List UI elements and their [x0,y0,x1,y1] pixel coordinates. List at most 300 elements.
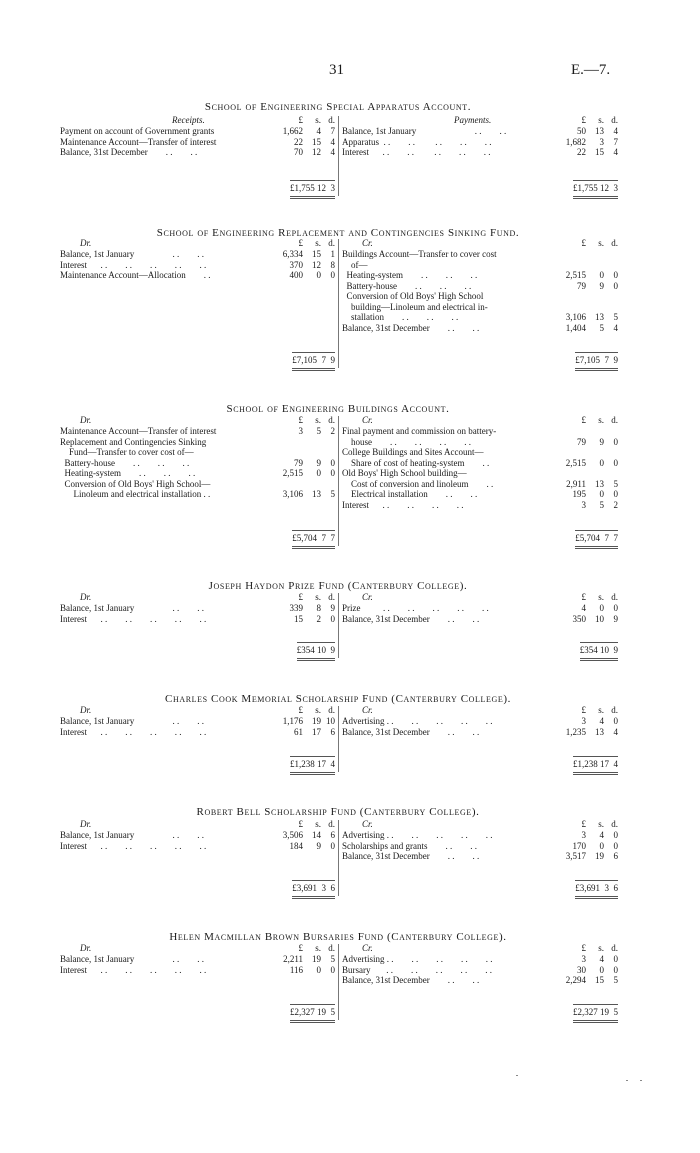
ledger-row [60,137,335,148]
pence-header: d. [611,115,618,125]
row-amount [267,147,335,158]
shillings-value: 19 [595,851,604,861]
section-title: Charles Cook Memorial Scholarship Fund (Canterbury College). [165,693,511,705]
column-header [342,819,618,830]
debit-label: Dr. [80,238,92,248]
ledger-row [342,312,618,323]
ledger-row [60,458,335,469]
row-description: Scholarships and grants . . . . [342,840,477,851]
row-amount [267,249,335,260]
row-amount [267,270,335,281]
ledger-row [60,716,335,727]
row-description: Heating-system . . . . . . [342,270,478,280]
row-amount [267,137,335,148]
shillings-value: 4 [599,830,604,840]
pence-value: 6 [330,830,335,840]
print-speck [640,1080,642,1081]
debit-label: Dr. [80,705,92,715]
pence-value: 5 [330,954,335,964]
pence-value: 8 [330,259,335,270]
pounds-value: 79 [577,436,586,447]
pounds-value: 3 [581,954,586,964]
shillings-value: 4 [316,126,321,136]
left-column [60,819,335,893]
right-total: £1,755 12 3 [573,180,618,194]
money-header [550,819,618,830]
pence-value: 6 [613,851,618,861]
pence-value: 0 [613,716,618,726]
shillings-header: s. [315,415,321,425]
shillings-value: 0 [599,603,604,613]
right-column [342,943,618,1017]
pounds-value: 170 [572,840,586,851]
shillings-value: 0 [599,270,604,280]
pounds-value: 79 [577,280,586,291]
shillings-value: 19 [312,954,321,964]
row-description: Heating-system . . . . . . [60,468,196,478]
ledger-row [60,468,335,479]
debit-label: Dr. [80,592,92,602]
ledger-row [342,716,618,727]
pence-header: d. [611,705,618,715]
shillings-value: 9 [316,840,321,851]
left-column [60,415,335,543]
pounds-value: 370 [289,259,303,270]
row-amount [550,965,618,976]
pounds-value: 400 [289,270,303,280]
shillings-value: 13 [595,726,604,737]
pounds-value: 1,662 [282,126,303,136]
column-header [60,943,335,954]
pence-value: 0 [613,840,618,851]
debit-label: Receipts. [172,115,205,125]
column-header [342,415,618,426]
row-description: Maintenance Account—Transfer of interest [60,426,217,436]
pounds-value: 79 [294,457,303,468]
credit-label: Cr. [362,819,373,829]
pence-value: 0 [613,603,618,613]
row-amount [550,426,618,437]
credit-label: Cr. [362,238,373,248]
shillings-header: s. [598,238,604,248]
pence-header: d. [328,819,335,829]
pence-value: 5 [613,975,618,985]
money-header [267,943,335,954]
column-header [342,705,618,716]
pounds-value: 2,515 [282,468,303,478]
row-description: Battery-house . . . . . . [60,457,190,468]
shillings-header: s. [598,592,604,602]
shillings-value: 9 [316,457,321,468]
row-amount [550,500,618,511]
ledger-row [342,447,618,458]
shillings-value: 15 [595,147,604,157]
pounds-value: 195 [572,489,586,499]
pounds-value: 3 [581,716,586,726]
left-column [60,115,335,193]
row-amount [267,841,335,852]
row-amount [550,437,618,448]
section-title: School of Engineering Special Apparatus Account. [204,101,472,113]
pounds-value: 184 [289,840,303,851]
row-amount [267,954,335,965]
page-number: 31 [329,62,344,78]
shillings-value: 9 [599,280,604,291]
shillings-value: 0 [316,964,321,975]
row-amount [267,260,335,271]
row-amount [550,126,618,137]
money-header [267,705,335,716]
section-title: School of Engineering Buildings Account. [226,403,450,415]
pounds-value: 3,506 [282,830,303,840]
column-header [60,705,335,716]
pounds-header: £ [298,705,303,715]
ledger-row [342,270,618,281]
shillings-value: 0 [599,457,604,468]
row-description: Apparatus . . . . . . . . . . [342,136,492,147]
row-description: Balance, 31st December . . . . [342,613,480,624]
ledger-row [342,291,618,302]
row-amount [550,851,618,862]
row-description: Balance, 31st December . . . . [342,851,480,861]
right-column [342,819,618,893]
credit-label: Cr. [362,943,373,953]
right-column [342,115,618,193]
row-amount [550,716,618,727]
pence-header: d. [611,943,618,953]
right-total: £3,691 3 6 [575,880,618,894]
row-amount [550,302,618,313]
shillings-header: s. [598,415,604,425]
column-header [60,819,335,830]
pounds-value: 3,517 [565,851,586,861]
pounds-value: 1,682 [565,136,586,147]
column-header [342,943,618,954]
pence-header: d. [611,238,618,248]
row-description: Balance, 1st January . . . . [60,954,204,964]
pence-value: 0 [613,270,618,280]
pounds-header: £ [298,415,303,425]
row-description: Balance, 1st January . . . . [60,830,204,840]
column-divider [338,944,339,1020]
ledger-row [60,147,335,158]
row-amount [550,249,618,260]
pounds-value: 2,515 [565,270,586,280]
shillings-value: 9 [599,436,604,447]
shillings-header: s. [315,115,321,125]
row-description: Interest . . . . . . . . . . [60,259,207,270]
row-amount [550,447,618,458]
row-description: building—Linoleum and electrical in- [342,301,488,312]
row-description: Share of cost of heating-system . . [342,457,490,468]
shillings-value: 10 [595,613,604,624]
ledger-row [60,614,335,625]
row-description: Prize . . . . . . . . . . [342,603,489,613]
ledger-row [60,437,335,448]
credit-label: Cr. [362,415,373,425]
pence-value: 5 [613,478,618,489]
shillings-header: s. [315,819,321,829]
column-header [60,415,335,426]
left-column [60,705,335,769]
ledger-row [60,479,335,490]
ledger-row [60,126,335,137]
page-reference: E.—7. [571,62,611,78]
row-description: Balance, 31st December . . . . [342,726,480,737]
pence-value: 2 [613,499,618,510]
ledger-row [342,830,618,841]
row-amount [267,458,335,469]
pounds-header: £ [581,819,586,829]
row-amount [267,468,335,479]
pounds-value: 2,911 [566,478,586,489]
pounds-header: £ [298,943,303,953]
ledger-row [60,954,335,965]
pounds-value: 70 [294,147,303,157]
row-description: Advertising . . . . . . . . . . [342,830,493,840]
ledger-row [342,851,618,862]
ledger-row [342,614,618,625]
pence-value: 7 [613,136,618,147]
row-description: Conversion of Old Boys' High School— [60,478,211,489]
ledger-row [342,147,618,158]
pounds-value: 3 [581,499,586,510]
row-description: Balance, 31st December . . . . [60,147,198,157]
shillings-value: 4 [599,716,604,726]
section-title: Joseph Haydon Prize Fund (Canterbury College). [208,580,468,592]
row-amount [550,260,618,271]
pence-value: 9 [613,613,618,624]
left-total: £5,704 7 7 [292,530,335,544]
column-divider [338,239,339,368]
pence-value: 2 [330,426,335,436]
money-header [550,115,618,126]
shillings-value: 3 [599,136,604,147]
pounds-value: 30 [577,964,586,975]
row-description: Battery-house . . . . . . [342,280,472,291]
row-description: Advertising . . . . . . . . . . [342,716,493,726]
pence-value: 5 [330,489,335,499]
row-amount [267,614,335,625]
shillings-value: 15 [595,975,604,985]
right-total: £7,105 7 9 [575,352,618,366]
shillings-value: 14 [312,830,321,840]
shillings-value: 12 [312,259,321,270]
row-description: Maintenance Account—Transfer of interest [60,136,217,147]
row-amount [267,479,335,490]
pence-value: 0 [613,280,618,291]
pounds-header: £ [298,238,303,248]
ledger-row [342,323,618,334]
row-description: Fund—Transfer to cover cost of— [60,447,194,457]
print-speck [516,1075,518,1076]
row-amount [550,727,618,738]
pounds-header: £ [298,115,303,125]
shillings-value: 15 [312,249,321,259]
row-amount [267,716,335,727]
row-amount [550,479,618,490]
pence-value: 0 [330,270,335,280]
row-description: Interest . . . . . . . . . . [60,964,207,975]
row-amount [267,830,335,841]
right-column [342,238,618,365]
row-description: Electrical installation . . . . [342,489,478,499]
row-amount [550,468,618,479]
pence-value: 0 [330,468,335,478]
pounds-value: 2,211 [283,954,303,964]
ledger-row [342,458,618,469]
shillings-value: 0 [599,964,604,975]
row-amount [550,281,618,292]
pounds-header: £ [581,415,586,425]
shillings-value: 5 [599,499,604,510]
row-amount [550,147,618,158]
pounds-value: 15 [294,613,303,624]
money-header [550,705,618,716]
ledger-row [342,126,618,137]
shillings-value: 0 [599,840,604,851]
shillings-value: 19 [312,716,321,726]
pence-value: 0 [613,830,618,840]
left-total: £1,755 12 3 [290,180,335,194]
ledger-row [342,975,618,986]
ledger-row [342,260,618,271]
shillings-value: 12 [312,147,321,157]
shillings-value: 0 [316,270,321,280]
row-description: College Buildings and Sites Account— [342,447,484,457]
column-header [342,238,618,249]
section-title: Helen Macmillan Brown Bursaries Fund (Canterbury College). [169,931,507,943]
row-amount [550,270,618,281]
pounds-header: £ [581,705,586,715]
pence-value: 4 [330,147,335,157]
row-amount [550,841,618,852]
pounds-value: 61 [294,726,303,737]
right-column [342,415,618,543]
money-header [267,819,335,830]
pounds-value: 2,294 [565,975,586,985]
right-column [342,592,618,655]
column-header [60,592,335,603]
pounds-value: 50 [577,126,586,136]
pounds-value: 3,106 [282,489,303,499]
ledger-row [60,603,335,614]
ledger-row [342,437,618,448]
debit-label: Dr. [80,415,92,425]
pence-value: 4 [613,322,618,333]
ledger-row [342,468,618,479]
pounds-value: 339 [289,603,303,613]
row-description: Bursary . . . . . . . . . . [342,964,492,975]
row-description: Buildings Account—Transfer to cover cost [342,249,497,259]
row-amount [550,954,618,965]
shillings-value: 13 [595,312,604,322]
left-total: £1,238 17 4 [290,756,335,770]
row-amount [550,323,618,334]
row-amount [550,291,618,302]
pounds-header: £ [581,592,586,602]
row-description: Payment on account of Government grants [60,126,215,136]
pounds-value: 22 [294,136,303,147]
row-description: Conversion of Old Boys' High School [342,291,484,301]
pence-value: 4 [613,726,618,737]
left-total: £354 10 9 [297,642,335,656]
section-title: School of Engineering Replacement and Contingencies Sinking Fund. [156,227,520,239]
shillings-header: s. [315,705,321,715]
ledger-row [342,727,618,738]
shillings-value: 0 [599,489,604,499]
row-description: Final payment and commission on battery- [342,426,497,436]
pence-value: 0 [330,964,335,975]
right-total: £1,238 17 4 [573,756,618,770]
print-speck [626,1080,628,1081]
row-amount [267,727,335,738]
shillings-value: 4 [599,954,604,964]
ledger-row [342,841,618,852]
shillings-value: 13 [312,489,321,499]
row-description: Old Boys' High School building— [342,468,467,478]
row-amount [550,489,618,500]
right-column [342,705,618,769]
pence-header: d. [611,819,618,829]
debit-label: Dr. [80,819,92,829]
shillings-value: 17 [312,726,321,737]
left-total: £3,691 3 6 [292,880,335,894]
pence-value: 0 [613,489,618,499]
row-amount [550,614,618,625]
money-header [267,238,335,249]
row-description: Balance, 1st January . . . . [60,603,204,613]
column-divider [338,593,339,658]
shillings-value: 2 [316,613,321,624]
pence-value: 1 [330,249,335,259]
money-header [550,238,618,249]
credit-label: Payments. [454,115,492,125]
ledger-row [342,249,618,260]
pence-value: 5 [613,312,618,322]
row-amount [267,447,335,458]
row-description: Advertising . . . . . . . . . . [342,954,493,964]
ledger-row [60,426,335,437]
ledger-row [342,500,618,511]
ledger-row [60,965,335,976]
pence-value: 6 [330,726,335,737]
row-amount [267,426,335,437]
row-amount [267,126,335,137]
shillings-value: 5 [599,322,604,333]
shillings-header: s. [598,943,604,953]
pounds-value: 3,106 [565,312,586,322]
pounds-value: 2,515 [565,457,586,468]
ledger-row [342,137,618,148]
row-amount [550,830,618,841]
column-header [60,238,335,249]
pence-value: 4 [613,147,618,157]
pounds-value: 1,235 [565,726,586,737]
pence-value: 4 [330,136,335,147]
shillings-header: s. [315,592,321,602]
pounds-value: 1,404 [565,322,586,333]
row-amount [550,603,618,614]
row-amount [267,965,335,976]
ledger-row [60,249,335,260]
pence-value: 0 [330,840,335,851]
ledger-row [60,830,335,841]
row-description: Balance, 1st January . . . . [60,249,204,259]
shillings-header: s. [598,705,604,715]
row-description: Cost of conversion and linoleum . . [342,478,494,489]
pence-header: d. [328,705,335,715]
